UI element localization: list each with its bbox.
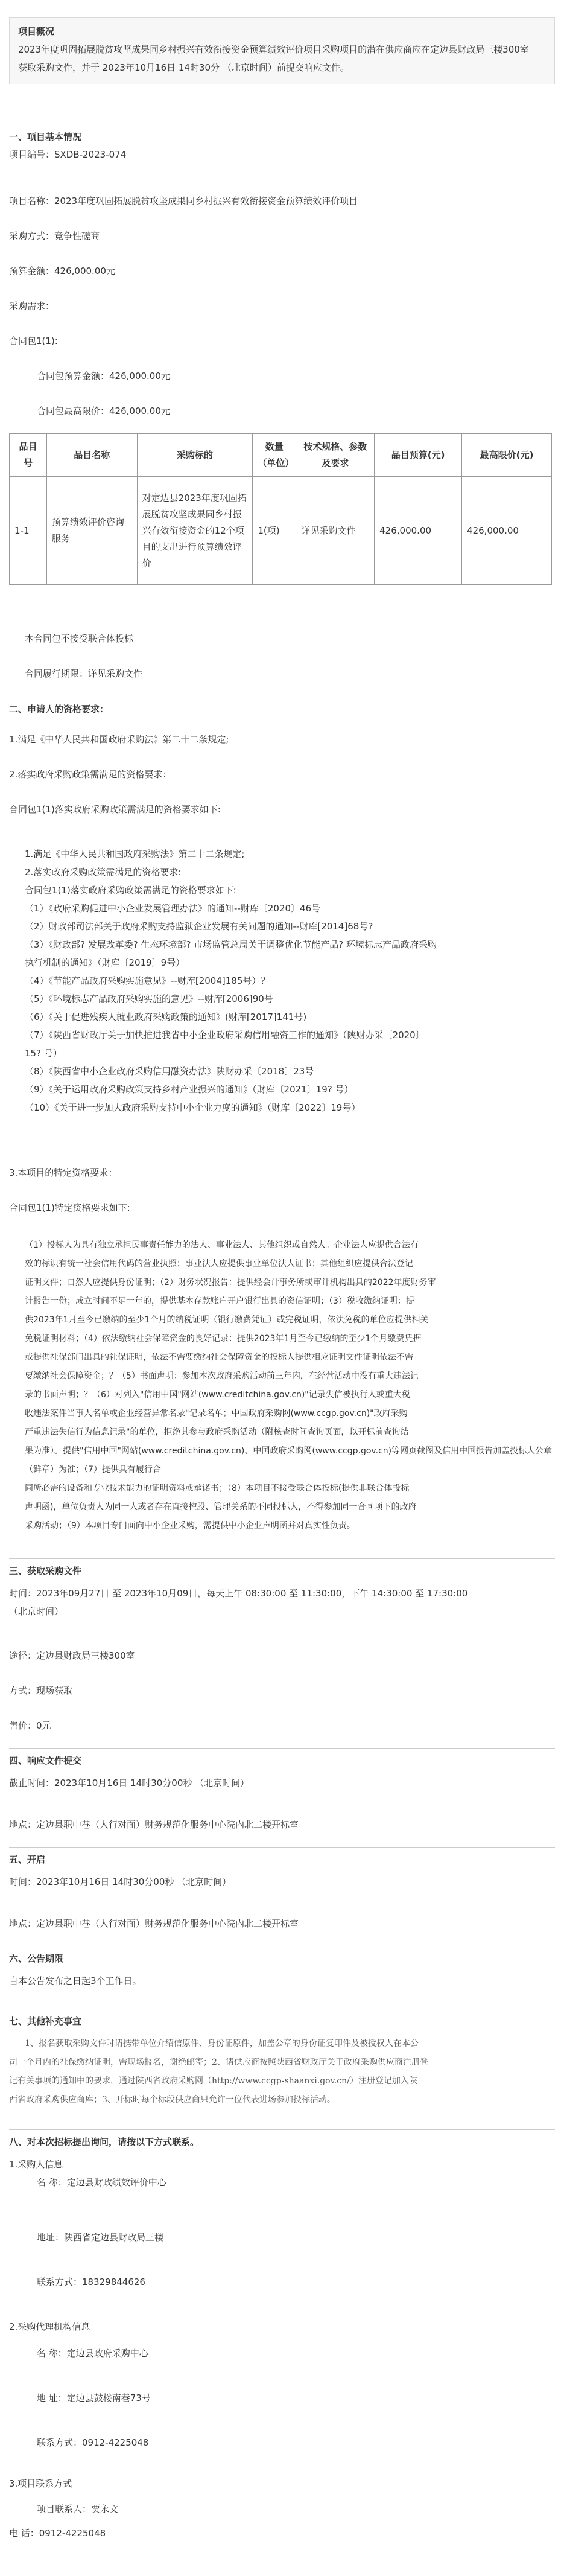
table-cell: 预算绩效评价咨询服务 (46, 477, 137, 585)
section-obtain-documents (9, 1564, 555, 1621)
policy-item: （4）《节能产品政府采购实施意见》--财库[2004]185号）？ (25, 975, 270, 986)
section-other-matters (9, 2015, 555, 2109)
section-submission (9, 1754, 555, 1792)
divider (9, 2129, 555, 2130)
divider (9, 1748, 555, 1749)
agency-address-block (9, 2389, 555, 2407)
table-header-cell: 品目名称 (46, 434, 137, 477)
obtain-place-block (9, 1647, 555, 1665)
special-line: 供2023年1月至今已缴纳的至少1个月的纳税证明（银行缴费凭证）或完税证明，依法免税的单位应提供相关 (25, 1315, 429, 1325)
section-notice-period (9, 1952, 555, 1990)
notice-period-text: 自本公告发布之日起3个工作日。 (9, 1975, 142, 1986)
section-1-title: 一、项目基本情况 (9, 132, 82, 142)
requirement-block (9, 297, 555, 315)
special-line: 证明文件；自然人应提供身份证明；（2）财务状况报告：提供经会计事务所或审计机构出具的2022年度财务审 (25, 1278, 436, 1287)
purchaser-contact-block (9, 2273, 555, 2291)
special-line: 效的标识有统一社会信用代码的营业执照；事业法人应提供事业单位法人证书；其他组织应提供合法登记 (25, 1259, 413, 1269)
special-line: （1）投标人为具有独立承担民事责任能力的法人、事业法人、其他组织或自然人。企业法人应提供合法有 (25, 1240, 419, 1250)
special-line: 采购活动；（9）本项目专门面向中小企业采购，需提供中小企业声明函并对真实性负责。 (25, 1521, 355, 1531)
policy-item: （9）《关于运用政府采购政策支持乡村产业振兴的通知》（财库〔2021〕19? 号） (25, 1084, 353, 1095)
policy-item: （3）《财政部? 发展改革委? 生态环境部? 市场监管总局关于调整优化节能产品? 环境标志产品政府采购 (25, 939, 437, 950)
policy-item: （5）《环境标志产品政府采购实施的意见》--财库[2006]90号 (25, 993, 273, 1004)
other-matters-line: 1、报名获取采购文件时请携带单位介绍信原件、身份证原件，加盖公章的身份证复印件及被授权人在本公 (25, 2039, 419, 2048)
obtain-place: 途径：定边县财政局三楼300室 (9, 1650, 135, 1661)
project-name: 项目名称：2023年度巩固拓展脱贫攻坚成果同乡村振兴有效衔接资金预算绩效评价项目 (9, 196, 358, 206)
obtain-way-block (9, 1682, 555, 1700)
divider (9, 1558, 555, 1559)
section-5-title: 五、开启 (9, 1854, 46, 1865)
submission-deadline: 截止时间：2023年10月16日 14时30分00秒 （北京时间） (9, 1777, 250, 1788)
policy-item: （10）《关于进一步加大政府采购支持中小企业力度的通知》（财库〔2022〕19号） (25, 1102, 361, 1113)
section-project-info (9, 130, 555, 164)
special-line: 要缴纳社会保障资金；？（5）书面声明：参加本次政府采购活动前三年内，在经营活动中没有重大违法记 (25, 1371, 419, 1381)
opening-time: 时间：2023年10月16日 14时30分00秒 （北京时间） (9, 1876, 232, 1887)
procurement-requirement: 采购需求： (9, 301, 55, 311)
budget-amount: 预算金额：426,000.00元 (9, 266, 115, 276)
procurement-method-block (9, 227, 555, 245)
package-max-block (9, 402, 555, 420)
table-cell: 426,000.00 (375, 477, 462, 585)
table-header-cell: 采购标的 (137, 434, 253, 477)
table-header-cell: 技术规格、参数及要求 (296, 434, 375, 477)
agency-contact: 联系方式：0912-4225048 (37, 2437, 149, 2448)
policy-item: （2）财政部司法部关于政府采购支持监狱企业发展有关问题的通知--财库[2014]68号? (25, 921, 373, 932)
sub-requirement-3: 合同包1(1)落实政府采购政策需满足的资格要求如下: (25, 885, 236, 896)
obtain-time: 时间：2023年09月27日 至 2023年10月09日，每天上午 08:30:00 至 11:30:00，下午 14:30:00 至 17:30:00 (9, 1588, 468, 1599)
table-cell: 426,000.00 (462, 477, 552, 585)
overview-heading: 项目概况 (18, 26, 55, 37)
submission-place: 地点：定边县职中巷（人行对面）财务规范化服务中心院内北二楼开标室 (9, 1819, 299, 1830)
procurement-method: 采购方式：竞争性磋商 (9, 231, 100, 241)
other-matters-line: 记有关事项的通知中的要求，通过陕西省政府采购网（http://www.ccgp-shaanxi.gov.cn/）注册登记加入陕 (9, 2076, 417, 2086)
project-contact-title: 3.项目联系方式 (9, 2478, 72, 2489)
section-7-title: 七、其他补充事宜 (9, 2016, 82, 2027)
package-special-requirement: 合同包1(1)特定资格要求如下: (9, 1202, 130, 1213)
table-header-cell: 品目预算(元) (375, 434, 462, 477)
agency-block (9, 2318, 555, 2362)
budget-block (9, 262, 555, 280)
special-line: 声明函)，单位负责人为同一人或者存在直接控股、管理关系的不同投标人，不得参加同一合同项下的政府 (25, 1502, 417, 1512)
table-header-cell: 数量（单位） (253, 434, 296, 477)
pkg-req-block (9, 800, 555, 818)
project-number: 项目编号：SXDB-2023-074 (9, 149, 127, 160)
req3-block (9, 1164, 555, 1182)
table-header-row (10, 434, 552, 477)
agency-address: 地 址：定边县鼓楼南巷73号 (37, 2393, 151, 2403)
divider (9, 1847, 555, 1848)
sub-req-block (9, 845, 555, 1117)
other-matters-line: 西省政府采购供应商库；3、开标时每个标段供应商只允许一位代表进场参加投标活动。 (9, 2095, 335, 2105)
performance-block (9, 665, 555, 683)
policy-item: 执行机制的通知》（财库〔2019〕9号） (25, 957, 185, 968)
policy-item: 15? 号） (25, 1048, 62, 1059)
special-line: 果为准）。提供"信用中国"网站(www.creditchina.gov.cn)、中国政府采购网(www.ccgp.gov.cn)等网页截图及信用中国报告加盖投标人公章（鲜章）为准；（7）提供具有履行合 (25, 1446, 553, 1475)
special-requirement-title: 3.本项目的特定资格要求： (9, 1167, 118, 1178)
section-contact (9, 2135, 555, 2192)
policy-item: （8）《陕西省中小企业政府采购信用融资办法》陕财办采〔2018〕23号 (25, 1066, 314, 1077)
policy-item: （1）《政府采购促进中小企业发展管理办法》的通知--财库〔2020〕46号 (25, 903, 321, 914)
section-8-title: 八、对本次招标提出询问，请按以下方式联系。 (9, 2137, 200, 2147)
obtain-price-block (9, 1717, 555, 1735)
section-6-title: 六、公告期限 (9, 1953, 64, 1964)
package-budget: 合同包预算金额：426,000.00元 (37, 371, 170, 381)
project-contact-person: 项目联系人：贾永文 (37, 2504, 119, 2514)
performance-period: 合同履行期限：详见采购文件 (25, 668, 143, 679)
package-block (9, 332, 555, 350)
agency-name: 名 称：定边县政府采购中心 (37, 2348, 148, 2359)
special-line: 或提供社保部门出具的社保证明，依法不需要缴纳社会保障资金的投标人提供相应证明文件证明依法不需 (25, 1353, 413, 1362)
special-line: 严重违法失信行为信息记录"的单位，拒绝其参与政府采购活动（附核查时间查询页面，以开标前查询结 (25, 1427, 409, 1437)
table-header-cell: 最高限价(元) (462, 434, 552, 477)
purchaser-name: 名 称：定边县财政绩效评价中心 (37, 2177, 166, 2188)
package-policy-requirement: 合同包1(1)落实政府采购政策需满足的资格要求如下: (9, 804, 221, 815)
table-cell: 详见采购文件 (296, 477, 375, 585)
section-project-name (9, 192, 555, 210)
requirement-table (9, 433, 552, 585)
overview-line-1: 2023年度巩固拓展脱贫攻坚成果同乡村振兴有效衔接资金预算绩效评价项目采购项目的潜在供应商应在定边县财政局三楼300室 (18, 44, 529, 55)
other-matters-line: 司一个月内的社保缴纳证明，需现场报名，谢绝邮寄；2、请供应商按照陕西省财政厅关于政府采购供应商注册登 (9, 2058, 428, 2067)
section-2-title: 二、申请人的资格要求： (9, 704, 109, 715)
project-overview-box (9, 17, 555, 84)
opening-place: 地点：定边县职中巷（人行对面）财务规范化服务中心院内北二楼开标室 (9, 1918, 299, 1929)
section-3-title: 三、获取采购文件 (9, 1566, 82, 1577)
table-cell: 1(项) (253, 477, 296, 585)
sub-requirement-1: 1.满足《中华人民共和国政府采购法》第二十二条规定; (25, 849, 245, 859)
table-cell: 对定边县2023年度巩固拓展脱贫攻坚成果同乡村振兴有效衔接资金的12个项目的支出进行预算绩效评价 (137, 477, 253, 585)
qualification-req-2: 2.落实政府采购政策需满足的资格要求： (9, 769, 172, 780)
overview-line-2: 获取采购文件，并于 2023年10月16日 14时30分 （北京时间）前提交响应文件。 (18, 62, 349, 73)
agency-title: 2.采购代理机构信息 (9, 2321, 90, 2332)
consortium-block (9, 630, 555, 648)
req2-block (9, 765, 555, 783)
purchaser-address: 地址：陕西省定边县财政局三楼 (37, 2232, 164, 2243)
pkg-special-block (9, 1199, 555, 1217)
req1-block (9, 730, 555, 748)
policy-item: （7）《陕西省财政厅关于加快推进我省中小企业政府采购信用融资工作的通知》（陕财办采〔2020〕 (25, 1030, 425, 1041)
package-max-price: 合同包最高限价：426,000.00元 (37, 406, 170, 416)
obtain-price: 售价：0元 (9, 1720, 51, 1731)
section-opening (9, 1853, 555, 1891)
contract-package: 合同包1(1): (9, 336, 58, 346)
special-line: 计报告一份；成立时间不足一年的，提供基本存款账户开户银行出具的资信证明；（3）税收缴纳证明：提 (25, 1296, 414, 1306)
package-budget-block (9, 367, 555, 385)
sub-requirement-2: 2.落实政府采购政策需满足的资格要求: (25, 867, 182, 878)
project-contact-block (9, 2475, 555, 2542)
special-line: 免税证明材料；（4）依法缴纳社会保障资金的良好记录：提供2023年1月至今已缴纳的至少1个月缴费凭据 (25, 1334, 422, 1344)
announcement-page (0, 17, 564, 2576)
agency-contact-block (9, 2434, 555, 2452)
submission-place-block (9, 1816, 555, 1834)
table-row (10, 477, 552, 585)
project-contact-phone: 电 话：0912-4225048 (9, 2528, 106, 2539)
requirement-table-wrap (9, 433, 555, 585)
qualification-req-1: 1.满足《中华人民共和国政府采购法》第二十二条规定; (9, 734, 229, 745)
table-header-cell: 品目号 (10, 434, 47, 477)
special-line: 收违法案件当事人名单或企业经营异常名录"记录名单；中国政府采购网(www.ccgp.gov.cn)"政府采购 (25, 1409, 408, 1418)
section-4-title: 四、响应文件提交 (9, 1755, 82, 1766)
section-qualifications (9, 703, 555, 715)
policy-item: （6）《关于促进残疾人就业政府采购政策的通知》(财库[2017]141号) (25, 1012, 307, 1022)
purchaser-contact: 联系方式：18329844626 (37, 2277, 145, 2287)
no-consortium-note: 本合同包不接受联合体投标 (25, 633, 134, 644)
purchaser-title: 1.采购人信息 (9, 2159, 63, 2170)
table-cell: 1-1 (10, 477, 47, 585)
special-lines-block (9, 1236, 555, 1535)
purchaser-address-block (9, 2228, 555, 2246)
obtain-way: 方式：现场获取 (9, 1685, 73, 1696)
special-line: 录的书面声明；？（6）对列入"信用中国"网站(www.creditchina.gov.cn)"记录失信被执行人或重大税 (25, 1390, 410, 1400)
special-line: 同所必需的设备和专业技术能力的证明资料或承诺书；（8）本项目不接受联合体投标(提供非联合体投标 (25, 1484, 410, 1493)
obtain-time-note: （北京时间） (9, 1606, 64, 1617)
opening-place-block (9, 1914, 555, 1933)
